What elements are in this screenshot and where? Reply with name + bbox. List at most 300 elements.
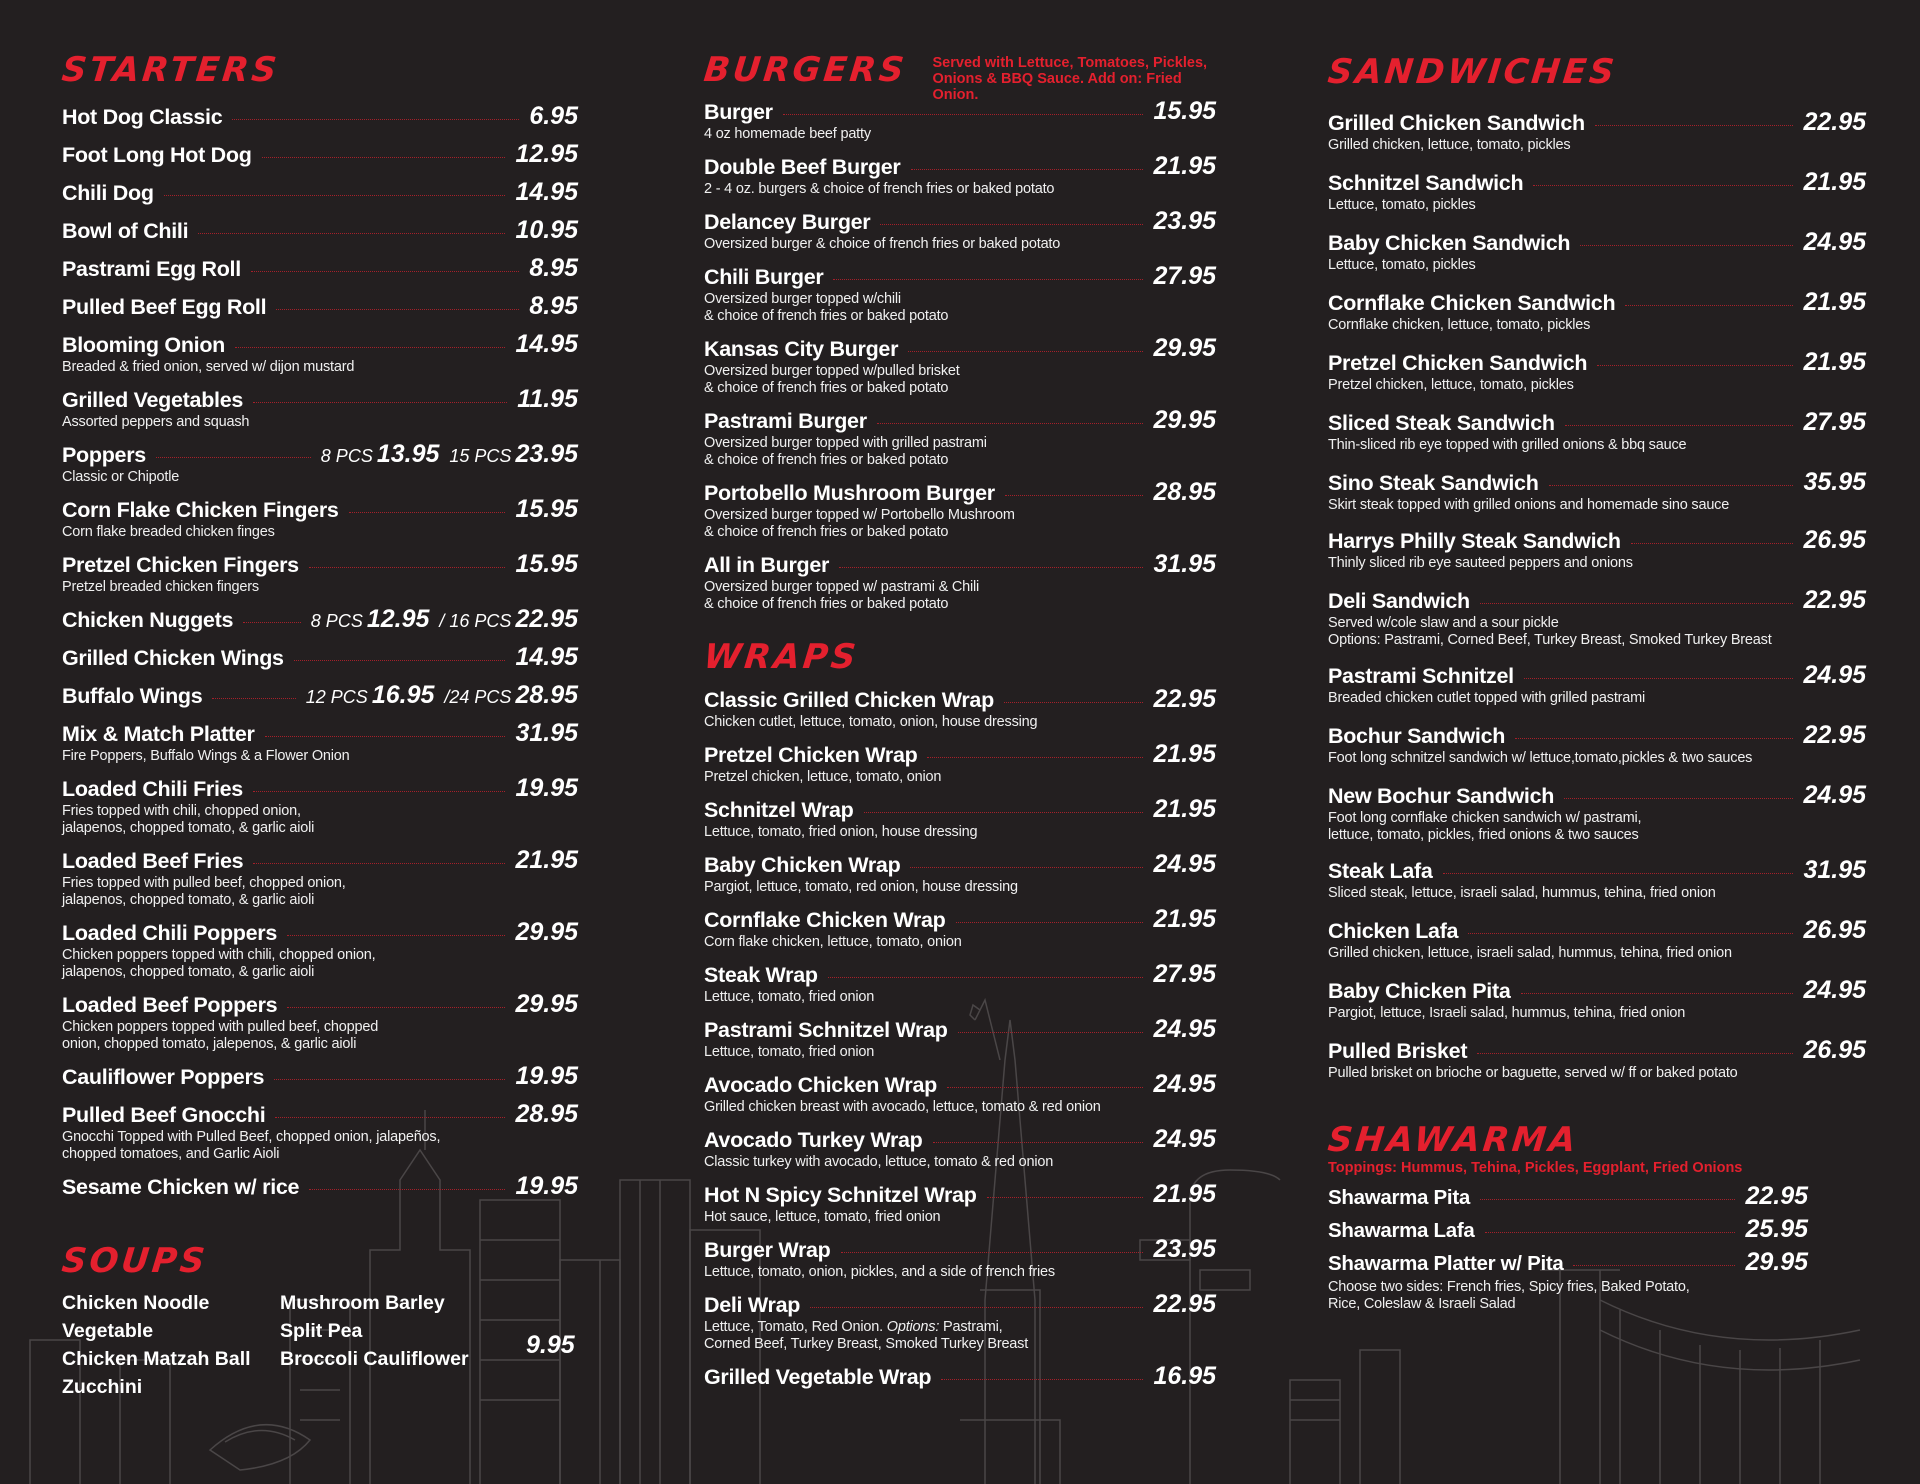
dot-leader [828,977,1144,978]
dot-leader [880,224,1143,225]
menu-item [62,254,578,283]
pcs-label: /24 PCS [444,687,512,707]
dot-leader [947,1087,1143,1088]
shawarma-title: SHAWARMA [1325,1120,1581,1160]
item-description: Hot sauce, lettuce, tomato, fried onion [704,1209,941,1225]
menu-item [704,850,1216,896]
item-description-line2: & choice of french fries or baked potato [704,380,949,396]
item-name: Pulled Brisket [1328,1039,1468,1063]
item-name: Blooming Onion [62,333,225,357]
item-description: Pretzel chicken, lettuce, tomato, onion [704,769,942,785]
item-description: Fries topped with chili, chopped onion, [62,803,301,819]
starters-title: STARTERS [59,50,282,90]
item-name: Sesame Chicken w/ rice [62,1175,300,1199]
burgers-note [933,55,1216,103]
menu-item [62,643,578,672]
item-description-line2: jalapenos, chopped tomato, & garlic aioli [62,964,315,980]
item-name: Mix & Match Platter [62,722,255,746]
sandwiches-list [1328,108,1866,1082]
menu-item [704,97,1216,143]
item-description: Oversized burger topped w/ pastrami & Chili [704,579,980,595]
dot-leader [941,1379,1143,1380]
menu-item [62,1100,578,1163]
soups-price: 9.95 [526,1330,575,1359]
pcs-price: 16.95 [371,681,435,709]
item-description-line2: & choice of french fries or baked potato [704,524,949,540]
menu-item [1328,1036,1866,1082]
item-name: Baby Chicken Sandwich [1328,231,1571,255]
item-name: All in Burger [704,553,830,577]
item-description: Breaded & fried onion, served w/ dijon mustard [62,359,355,375]
dot-leader [1477,1053,1793,1054]
item-price: 22.95 [515,605,578,633]
menu-item-nuggets [62,605,578,634]
item-name: Hot Dog Classic [62,105,223,129]
item-description: Lettuce, tomato, pickles [1328,197,1476,213]
dot-leader [841,1252,1144,1253]
item-description: Pretzel chicken, lettuce, tomato, pickles [1328,377,1574,393]
item-name: Portobello Mushroom Burger [704,481,995,505]
dot-leader [253,402,507,403]
burgers-title: BURGERS [701,50,909,90]
item-price: 14.95 [515,643,578,671]
burgers-header [701,50,1216,103]
item-description-line2: & choice of french fries or baked potato [704,308,949,324]
item-description: Cornflake chicken, lettuce, tomato, pickles [1328,317,1591,333]
item-description: Lettuce, tomato, fried onion [704,989,875,1005]
menu-item [704,685,1216,731]
item-price: 12.95 [515,140,578,168]
dot-leader [274,1079,505,1080]
item-name: Chicken Lafa [1328,919,1459,943]
burgers-note-line2: Onions & BBQ Sauce. Add on: Fried Onion. [932,71,1182,103]
menu-item [1328,661,1866,707]
item-price: 21.95 [1153,740,1216,768]
dot-leader [1004,702,1144,703]
item-name: Delancey Burger [704,210,871,234]
item-price: 25.95 [1745,1215,1808,1243]
item-price: 29.95 [1745,1248,1808,1276]
item-description: Grilled chicken, lettuce, israeli salad, hummus, tehina, fried onion [1328,945,1732,961]
dot-leader [833,279,1143,280]
dot-leader [212,698,295,699]
item-name: Shawarma Lafa [1328,1219,1475,1242]
shawarma-description: Choose two sides: French fries, Spicy fries, Baked Potato, [1328,1279,1690,1295]
dot-leader [232,119,519,120]
menu-item [62,178,578,207]
item-price: 24.95 [1803,976,1866,1004]
dot-leader [987,1197,1144,1198]
item-price: 23.95 [1153,1235,1216,1263]
dot-leader [1573,1265,1735,1266]
dot-leader [1595,125,1794,126]
item-price: 22.95 [1803,586,1866,614]
item-description: Classic or Chipotle [62,469,180,485]
item-name: Classic Grilled Chicken Wrap [704,688,994,712]
menu-item [1328,1248,1808,1277]
item-name: Bochur Sandwich [1328,724,1506,748]
item-name: Grilled Vegetable Wrap [704,1365,932,1389]
menu-item [704,1070,1216,1116]
dot-leader [1625,305,1793,306]
item-description: Assorted peppers and squash [62,414,250,430]
item-name: Loaded Beef Poppers [62,993,278,1017]
item-price: 8.95 [529,292,578,320]
menu-item [704,406,1216,469]
menu-item [62,292,578,321]
item-description: 4 oz homemade beef patty [704,126,871,142]
item-description-line2: lettuce, tomato, pickles, fried onions & two sauces [1328,827,1639,843]
pcs-label: 12 PCS [305,687,368,707]
item-description: Breaded chicken cutlet topped with grilled pastrami [1328,690,1646,706]
item-name: Double Beef Burger [704,155,901,179]
menu-item [704,1125,1216,1171]
pcs-label: / 16 PCS [439,611,512,631]
item-name: Schnitzel Sandwich [1328,171,1524,195]
dot-leader [275,1117,505,1118]
item-name: Pulled Beef Egg Roll [62,295,267,319]
dot-leader [243,622,301,623]
item-price: 10.95 [515,216,578,244]
menu-item [1328,916,1866,962]
desc-part: Lettuce, Tomato, Red Onion. [704,1319,887,1335]
item-price: 29.95 [1153,406,1216,434]
menu-item [704,207,1216,253]
item-description: Chicken poppers topped with pulled beef, chopped [62,1019,379,1035]
dot-leader [1631,543,1794,544]
item-price: 29.95 [515,990,578,1018]
menu-item [1328,1215,1808,1244]
item-name: Grilled Chicken Wings [62,646,284,670]
item-name: Bowl of Chili [62,219,189,243]
dot-leader [1515,738,1793,739]
item-price: 24.95 [1153,850,1216,878]
menu-item [704,550,1216,613]
item-name: Pastrami Schnitzel [1328,664,1514,688]
item-name: Hot N Spicy Schnitzel Wrap [704,1183,977,1207]
menu-item [704,960,1216,1006]
soups-column-2 [280,1289,526,1401]
item-price: 22.95 [1153,685,1216,713]
item-name: Buffalo Wings [62,684,203,708]
menu-item [1328,781,1866,844]
item-name: Loaded Chili Fries [62,777,243,801]
menu-item [1328,108,1866,154]
desc-options-label: Options: [886,1319,940,1335]
item-price: 24.95 [1803,781,1866,809]
burgers-column [701,50,1216,1400]
menu-item [62,1062,578,1091]
menu-item [1328,228,1866,274]
item-price: 27.95 [1803,408,1866,436]
dot-leader [156,457,311,458]
item-description: Skirt steak topped with grilled onions and homemade sino sauce [1328,497,1730,513]
dot-leader [265,736,506,737]
menu-item [1328,976,1866,1022]
soup-name: Chicken Matzah Ball [62,1348,251,1370]
dot-leader [164,195,506,196]
item-price: 28.95 [515,1100,578,1128]
burgers-note-line1: Served with Lettuce, Tomatoes, Pickles, [932,55,1208,71]
menu-item [62,102,578,131]
dot-leader [1468,933,1793,934]
item-description: Gnocchi Topped with Pulled Beef, chopped onion, jalapeños, [62,1129,441,1145]
item-name: Burger Wrap [704,1238,831,1262]
item-description: Pargiot, lettuce, Israeli salad, hummus, tehina, fried onion [1328,1005,1686,1021]
item-name: Cauliflower Poppers [62,1065,265,1089]
item-name: Pretzel Chicken Wrap [704,743,918,767]
pcs-price: 13.95 [376,440,440,468]
menu-item [1328,1182,1808,1211]
dot-leader [1549,485,1794,486]
item-name: Avocado Turkey Wrap [704,1128,923,1152]
dot-leader [1485,1232,1736,1233]
dot-leader [1565,425,1794,426]
item-description: Oversized burger topped with grilled pastrami [704,435,987,451]
item-name: Chili Burger [704,265,824,289]
item-price: 26.95 [1803,1036,1866,1064]
starters-column [59,50,578,1401]
item-description: Grilled chicken breast with avocado, lettuce, tomato & red onion [704,1099,1101,1115]
starters-list [62,102,578,1201]
sandwiches-column [1325,52,1866,1313]
dot-leader [1564,798,1793,799]
menu-item [704,152,1216,198]
item-name: Grilled Vegetables [62,388,244,412]
shawarma-note: Toppings: Hummus, Tehina, Pickles, Eggplant, Fried Onions [1328,1160,1743,1176]
item-description: Lettuce, tomato, fried onion, house dressing [704,824,978,840]
item-price: 15.95 [515,550,578,578]
item-price: 21.95 [1153,905,1216,933]
dot-leader [251,271,519,272]
item-name: Baby Chicken Pita [1328,979,1511,1003]
soup-name: Zucchini [62,1376,143,1398]
dot-leader [910,867,1143,868]
item-price: 14.95 [515,178,578,206]
item-name: Pastrami Burger [704,409,867,433]
dot-leader [253,863,505,864]
dot-leader [1480,603,1794,604]
menu-item [62,990,578,1053]
item-description: Corn flake breaded chicken finges [62,524,275,540]
soup-name: Mushroom Barley [280,1292,445,1314]
soups-list [62,1289,578,1401]
item-price: 23.95 [515,440,578,468]
menu-item [1328,168,1866,214]
item-name: Pretzel Chicken Fingers [62,553,299,577]
dot-leader [253,791,505,792]
menu-item [704,1015,1216,1061]
item-price: 28.95 [515,681,578,709]
dot-leader [927,757,1143,758]
menu-item-poppers [62,440,578,486]
burgers-list [704,97,1216,613]
menu-item [62,1172,578,1201]
item-description-line2: & choice of french fries or baked potato [704,452,949,468]
item-price: 31.95 [1153,550,1216,578]
dot-leader [783,114,1144,115]
pcs-label: 8 PCS [320,446,373,466]
item-name: Sino Steak Sandwich [1328,471,1539,495]
item-price: 24.95 [1153,1015,1216,1043]
item-description-line2: onion, chopped tomato, jalepenos, & garlic aioli [62,1036,357,1052]
item-description: Oversized burger topped w/chili [704,291,901,307]
item-name: Pulled Beef Gnocchi [62,1103,266,1127]
item-description: Thin-sliced rib eye topped with grilled onions & bbq sauce [1328,437,1687,453]
item-price: 27.95 [1153,960,1216,988]
menu-item [62,846,578,909]
item-description: Chicken poppers topped with chili, chopped onion, [62,947,376,963]
item-description: Corn flake chicken, lettuce, tomato, onion [704,934,962,950]
item-name: Deli Wrap [704,1293,801,1317]
soup-name: Vegetable [62,1320,154,1342]
menu-item [62,918,578,981]
item-description: Lettuce, tomato, pickles [1328,257,1476,273]
menu-item [1328,408,1866,454]
item-price: 23.95 [1153,207,1216,235]
dot-leader [287,935,505,936]
soup-name: Chicken Noodle [62,1292,210,1314]
dot-leader [839,567,1143,568]
dot-leader [864,812,1144,813]
item-description [704,1319,1216,1336]
menu-item [62,550,578,596]
menu-item-deli-wrap [704,1290,1216,1353]
menu-item [704,478,1216,541]
item-name: Steak Lafa [1328,859,1433,883]
menu-item [1328,586,1866,649]
dot-leader [1005,495,1144,496]
dot-leader [276,309,519,310]
item-name: Chili Dog [62,181,154,205]
item-name: Foot Long Hot Dog [62,143,252,167]
dot-leader [1597,365,1793,366]
menu-item [1328,856,1866,902]
dot-leader [262,157,506,158]
menu-item [62,774,578,837]
dot-leader [1524,678,1794,679]
item-name: Chicken Nuggets [62,608,234,632]
item-name: Pastrami Schnitzel Wrap [704,1018,948,1042]
item-description: Fire Poppers, Buffalo Wings & a Flower Onion [62,748,350,764]
dot-leader [877,423,1144,424]
item-price: 16.95 [1153,1362,1216,1390]
item-description: Foot long schnitzel sandwich w/ lettuce,tomato,pickles & two sauces [1328,750,1753,766]
soup-name: Split Pea [280,1320,363,1342]
menu-item [704,334,1216,397]
item-price: 21.95 [1803,348,1866,376]
menu-item [1328,526,1866,572]
menu-item [704,905,1216,951]
item-price: 11.95 [517,385,578,413]
item-price: 21.95 [1153,152,1216,180]
item-description: Pargiot, lettuce, tomato, red onion, house dressing [704,879,1018,895]
wraps-title: WRAPS [701,637,861,677]
item-name: Burger [704,100,773,124]
menu-item [62,330,578,376]
item-name: Cornflake Chicken Sandwich [1328,291,1616,315]
menu-item [1328,721,1866,767]
shawarma-description-line2: Rice, Coleslaw & Israeli Salad [1328,1296,1516,1312]
item-price: 15.95 [515,495,578,523]
wraps-list [704,685,1216,1391]
item-description-line2: Corned Beef, Turkey Breast, Smoked Turkey Breast [704,1336,1029,1352]
item-description: Oversized burger topped w/pulled brisket [704,363,960,379]
soup-name: Broccoli Cauliflower [280,1348,469,1370]
menu-item [1328,348,1866,394]
menu-item [62,216,578,245]
item-name: Schnitzel Wrap [704,798,854,822]
menu-item [62,385,578,431]
item-price: 24.95 [1803,661,1866,689]
item-price: 29.95 [515,918,578,946]
item-price: 24.95 [1153,1125,1216,1153]
item-description: Thinly sliced rib eye sauteed peppers and onions [1328,555,1633,571]
item-price: 28.95 [1153,478,1216,506]
dot-leader [958,1032,1144,1033]
item-price: 21.95 [515,846,578,874]
item-name: Grilled Chicken Sandwich [1328,111,1585,135]
item-name: Cornflake Chicken Wrap [704,908,946,932]
dot-leader [235,347,505,348]
item-name: Pretzel Chicken Sandwich [1328,351,1588,375]
item-price: 6.95 [529,102,578,130]
item-description: Lettuce, tomato, onion, pickles, and a side of french fries [704,1264,1055,1280]
item-price: 15.95 [1153,97,1216,125]
item-description: Pulled brisket on brioche or baguette, served w/ ff or baked potato [1328,1065,1738,1081]
menu-item [1328,468,1866,514]
dot-leader [198,233,505,234]
item-description: Chicken cutlet, lettuce, tomato, onion, house dressing [704,714,1038,730]
pcs-label: 15 PCS [449,446,512,466]
item-price: 22.95 [1153,1290,1216,1318]
item-name: Pastrami Egg Roll [62,257,241,281]
item-description: Oversized burger & choice of french fries or baked potato [704,236,1061,252]
item-price: 27.95 [1153,262,1216,290]
menu-item [704,1235,1216,1281]
dot-leader [294,660,506,661]
dot-leader [933,1142,1144,1143]
item-price: 19.95 [515,1172,578,1200]
soups-title: SOUPS [59,1241,210,1281]
dot-leader [911,169,1144,170]
item-name: Sliced Steak Sandwich [1328,411,1555,435]
item-name: New Bochur Sandwich [1328,784,1555,808]
item-price: 21.95 [1803,288,1866,316]
item-description: Oversized burger topped w/ Portobello Mushroom [704,507,1015,523]
item-price: 19.95 [515,774,578,802]
item-description-line2: jalapenos, chopped tomato, & garlic aioli [62,892,315,908]
item-description: Pretzel breaded chicken fingers [62,579,259,595]
shawarma-section [1325,1120,1866,1313]
item-description-line2: jalapenos, chopped tomato, & garlic aioli [62,820,315,836]
item-description: Fries topped with pulled beef, chopped onion, [62,875,346,891]
item-name: Shawarma Pita [1328,1186,1470,1209]
menu-item [1328,288,1866,334]
dot-leader [1533,185,1793,186]
pcs-label: 8 PCS [310,611,363,631]
item-price: 21.95 [1803,168,1866,196]
item-price: 29.95 [1153,334,1216,362]
item-description-line2: & choice of french fries or baked potato [704,596,949,612]
menu-item [704,795,1216,841]
dot-leader [287,1007,505,1008]
item-name: Steak Wrap [704,963,818,987]
item-price: 24.95 [1153,1070,1216,1098]
item-price: 26.95 [1803,526,1866,554]
item-price: 22.95 [1803,721,1866,749]
menu-item [62,495,578,541]
